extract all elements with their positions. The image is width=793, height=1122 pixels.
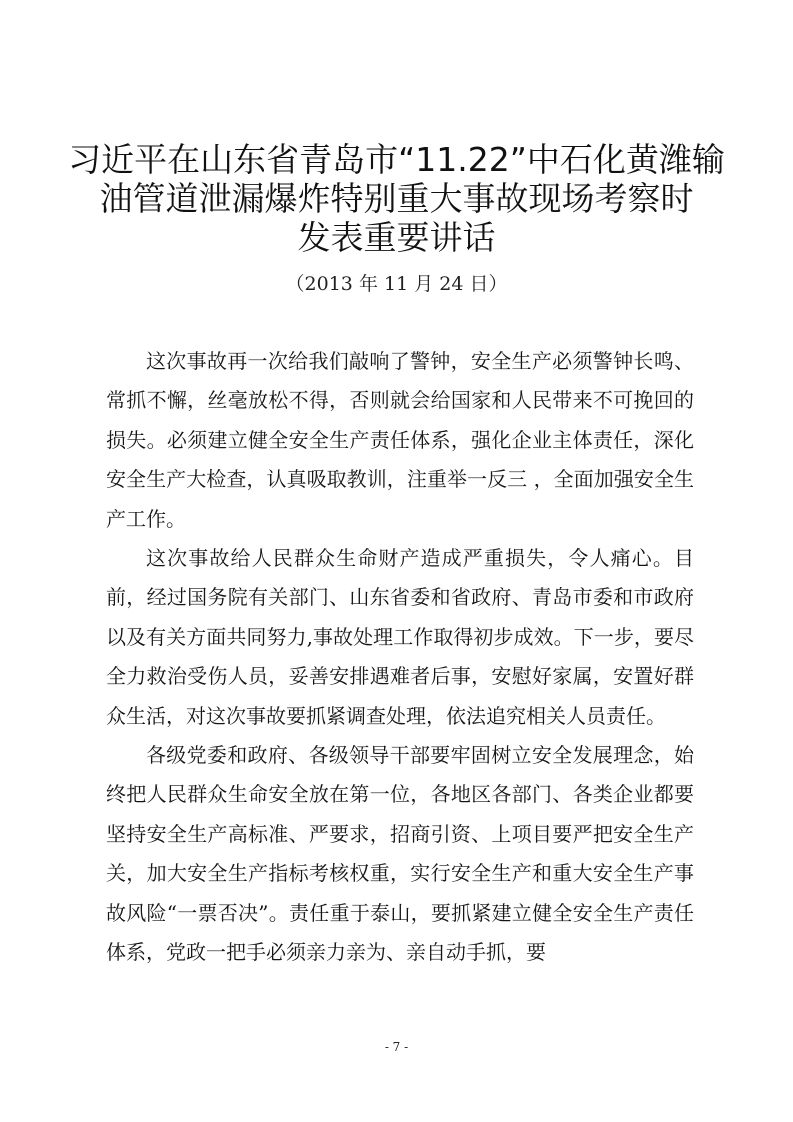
body-text <box>106 342 694 973</box>
page-number: - 7 - <box>384 1040 409 1054</box>
speech-date: （2013 年 11 月 24 日） <box>285 273 508 295</box>
paragraph-1: 这次事故再一次给我们敲响了警钟，安全生产必须警钟长鸣、常抓不懈，丝毫放松不得，否则就会给国家和人民带来不可挽回的损失。必须建立健全安全生产责任体系，强化企业主体责任，深化安全生产大检查，认真吸取教训，注重举一反三 ，全面加强安全生产工作。 <box>106 349 694 531</box>
title-line-1: 习近平在山东省青岛市“11.22”中石化黄潍输 <box>68 140 725 179</box>
title-line-2: 油管道泄漏爆炸特别重大事故现场考察时 <box>99 179 694 218</box>
document-title <box>60 140 733 257</box>
paragraph-3: 各级党委和政府、各级领导干部要牢固树立安全发展理念，始终把人民群众生命安全放在第一位，各地区各部门、各类企业都要坚持安全生产高标准、严要求，招商引资、上项目要严把安全生产关，加大安全生产指标考核权重，实行安全生产和重大安全生产事故风险“一票否决”。责任重于泰山，要抓紧建立健全安全生产责任体系，党政一把手必须亲力亲为、亲自动手抓，要 <box>106 743 694 965</box>
title-line-3: 发表重要讲话 <box>297 218 496 257</box>
paragraph-2: 这次事故给人民群众生命财产造成严重损失，令人痛心。目前，经过国务院有关部门、山东省委和省政府、青岛市委和市政府以及有关方面共同努力,事故处理工作取得初步成效。下一步，要尽全力救治受伤人员，妥善安排遇难者后事，安慰好家属，安置好群众生活，对这次事故要抓紧调查处理，依法追究相关人员责任。 <box>106 546 694 728</box>
